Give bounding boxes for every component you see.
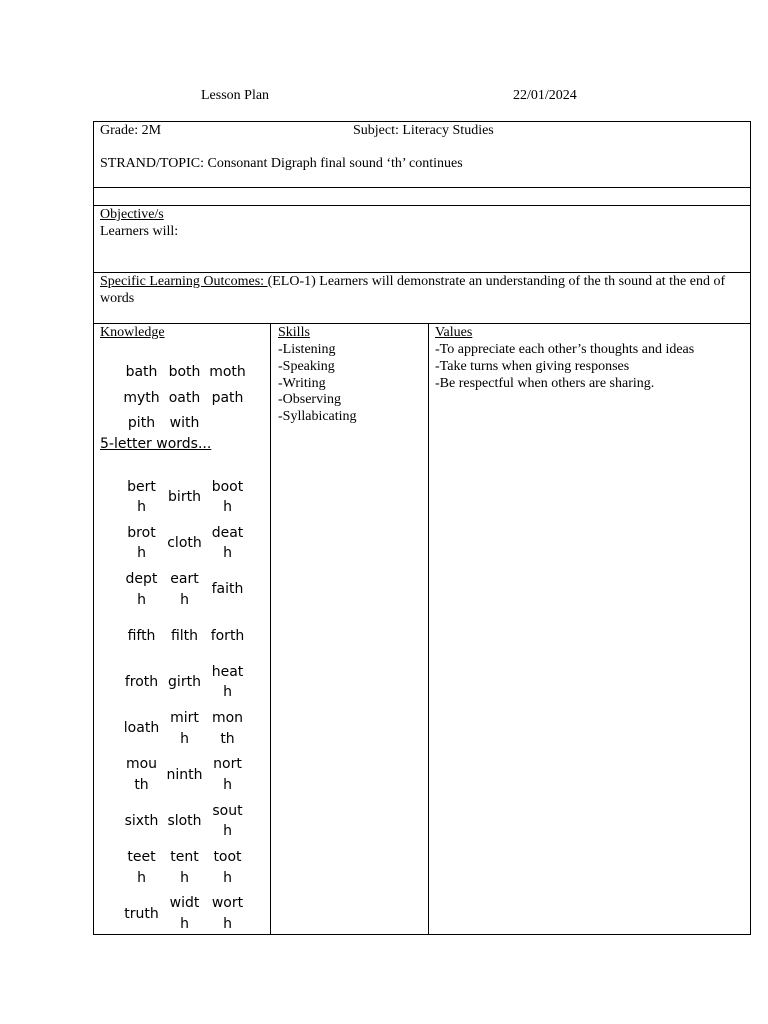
knowledge-column (94, 324, 271, 934)
outcomes-block (100, 274, 740, 307)
word-cell (206, 705, 249, 751)
word-cell (120, 567, 163, 613)
five-letter-word-table (120, 474, 249, 937)
subject-text: Subject: Literacy Studies (353, 123, 494, 138)
word-row (120, 360, 249, 386)
word-row (120, 567, 249, 613)
word: birth (168, 488, 201, 505)
values-item: -Be respectful when others are sharing. (435, 375, 655, 391)
objective-block (100, 207, 178, 240)
word: north (213, 756, 242, 793)
word: faith (211, 581, 244, 598)
word-cell: myth (123, 389, 160, 406)
word-cell: pith (127, 415, 156, 432)
word-cell (120, 844, 163, 890)
word: death (211, 524, 244, 562)
document-date: 22/01/2024 (513, 88, 577, 103)
skills-item: -Speaking (278, 358, 335, 374)
word: mouth (125, 756, 158, 793)
skills-list (278, 342, 357, 426)
word-cell (163, 752, 206, 798)
values-item: -Take turns when giving responses (435, 358, 630, 374)
word: worth (211, 895, 244, 932)
word-row (120, 520, 249, 566)
word-cell (120, 752, 163, 798)
word: width (169, 895, 200, 932)
strand-topic-text: STRAND/TOPIC: Consonant Digraph final sound ‘th’ continues (100, 156, 463, 171)
word: tooth (213, 849, 242, 886)
word: depth (125, 571, 158, 608)
three-letter-word-table (120, 360, 249, 437)
word-row (120, 613, 249, 659)
word-cell (163, 844, 206, 890)
word-cell (206, 613, 249, 659)
word: earth (170, 571, 199, 608)
word-cell (206, 798, 249, 844)
word: sloth (167, 812, 202, 829)
word-cell (206, 891, 249, 937)
word-cell: oath (168, 389, 201, 406)
word-cell (120, 705, 163, 751)
word-cell (206, 844, 249, 890)
word-cell (206, 474, 249, 520)
word: froth (124, 674, 159, 691)
word-cell (163, 613, 206, 659)
objective-text: Learners will: (100, 223, 179, 239)
word-cell (163, 520, 206, 566)
word-cell (163, 705, 206, 751)
word: sixth (124, 812, 159, 829)
word-cell: bath (125, 364, 158, 380)
word: berth (127, 478, 156, 516)
word-cell (163, 474, 206, 520)
word-row (120, 891, 249, 937)
word-cell (120, 474, 163, 520)
word-row (120, 411, 249, 437)
objective-row (94, 206, 750, 273)
document-title: Lesson Plan (201, 88, 270, 103)
word-cell (120, 798, 163, 844)
word: heath (211, 663, 244, 701)
word-row (120, 705, 249, 751)
word-row (120, 474, 249, 520)
word-cell (120, 520, 163, 566)
values-list (435, 342, 694, 392)
word-cell: moth (209, 364, 246, 380)
outcomes-text: (ELO-1) Learners will demonstrate an understanding of the th sound at the end of words (100, 274, 726, 306)
word-cell: path (211, 389, 244, 406)
word: cloth (167, 535, 202, 552)
word-row (120, 844, 249, 890)
grade-text: Grade: 2M (100, 123, 162, 138)
word: mirth (170, 710, 199, 747)
skills-item: -Writing (278, 375, 326, 391)
word: loath (123, 720, 160, 737)
word-row (120, 752, 249, 798)
word-cell: with (169, 415, 200, 432)
word: truth (124, 905, 159, 922)
word-cell (206, 520, 249, 566)
word-cell (206, 752, 249, 798)
word-cell (120, 613, 163, 659)
word-cell (163, 659, 206, 705)
skills-item: -Listening (278, 342, 336, 357)
word-cell (163, 798, 206, 844)
word: month (211, 710, 244, 747)
word: filth (170, 627, 199, 644)
word: broth (127, 524, 156, 562)
grade-subject-row (94, 122, 750, 188)
word: south (212, 802, 243, 840)
word: girth (168, 674, 201, 691)
objective-heading: Objective/s (100, 207, 164, 222)
word-row (120, 386, 249, 412)
word-cell (120, 891, 163, 937)
word: forth (210, 627, 245, 644)
skills-item: -Syllabicating (278, 409, 357, 425)
values-heading: Values (435, 325, 473, 340)
word-cell (163, 891, 206, 937)
word-row (120, 659, 249, 705)
word-cell (206, 567, 249, 613)
knowledge-heading: Knowledge (100, 325, 165, 340)
word: booth (211, 478, 244, 516)
word: fifth (127, 627, 156, 644)
word: teeth (127, 849, 156, 886)
word-cell (120, 659, 163, 705)
word-row (120, 798, 249, 844)
lesson-plan-table (93, 121, 751, 935)
word-cell: both (168, 364, 201, 380)
word: tenth (170, 849, 199, 886)
outcomes-row (94, 273, 750, 324)
blank-row (94, 188, 750, 206)
values-column (429, 324, 750, 934)
word: ninth (166, 766, 203, 783)
skills-column (271, 324, 429, 934)
five-letter-words-label: 5-letter words... (100, 436, 212, 452)
skills-heading: Skills (278, 325, 310, 340)
outcomes-heading: Specific Learning Outcomes: (100, 274, 268, 289)
skills-item: -Observing (278, 392, 341, 408)
word-cell (206, 659, 249, 705)
word-cell (163, 567, 206, 613)
values-item: -To appreciate each other’s thoughts and ideas (435, 342, 695, 357)
